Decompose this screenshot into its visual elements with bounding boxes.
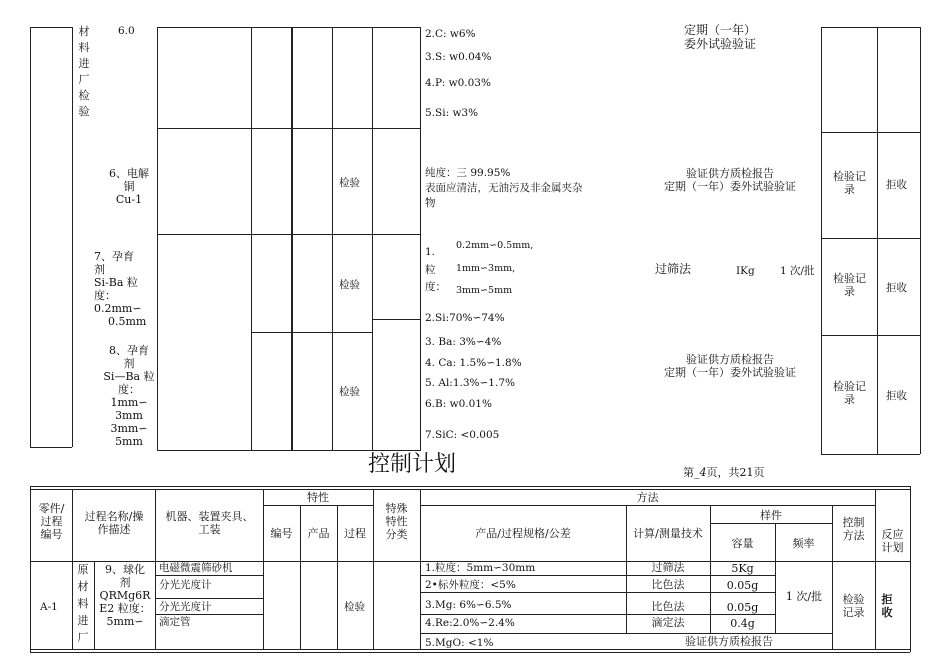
- control-cu: 检验记 录: [833, 170, 866, 196]
- capacity-item: 0.05g: [726, 601, 759, 614]
- reaction-cu: 拒收: [886, 179, 907, 191]
- page-info: 第_4页，共21页: [683, 466, 765, 479]
- header-methods: 方法: [636, 491, 659, 504]
- header-part-no: 零件/ 过程 编号: [38, 502, 65, 541]
- capacity-item: 5Kg: [731, 562, 754, 575]
- machine-item: 滴定管: [159, 616, 191, 628]
- header-machine: 机器、装置夹具、 工装: [165, 510, 254, 536]
- part-cu: 6、电解 铜 Cu-1: [109, 167, 149, 206]
- part-siba2: 8、孕育 剂 Si—Ba 粒 度： 1mm∽ 3mm 3mm∽ 5mm: [103, 344, 155, 448]
- measure-item: 过筛法: [651, 561, 685, 574]
- spec-item: 5.MgO: <1%: [425, 637, 494, 649]
- machine-item: 分光光度计: [159, 579, 212, 591]
- section-label-vertical: 材料进厂检验: [78, 25, 90, 118]
- header-control-method: 控制 方法: [842, 516, 865, 542]
- page-title: 控制计划: [368, 452, 457, 477]
- header-process: 过程名称/操 作描述: [84, 510, 144, 536]
- spec-line: 7.SiC: <0.005: [425, 429, 500, 441]
- spec-line: 2.C: w6%: [425, 28, 476, 40]
- spec-size: 0.2mm∽0.5mm,: [456, 240, 534, 251]
- row-reaction: 拒 收: [881, 593, 893, 619]
- control-siba2: 检验记 录: [833, 380, 866, 406]
- sample-size-siba1: IKg: [736, 265, 755, 277]
- spec-line: 3. Ba: 3%∽4%: [425, 336, 502, 348]
- spec-size: 3mm∽5mm: [456, 285, 513, 296]
- spec-item: 2•标外粒度：<5%: [425, 579, 516, 591]
- reaction-siba1: 拒收: [886, 282, 907, 294]
- control-siba1: 检验记 录: [833, 272, 866, 298]
- spec-size: 1mm∽3mm,: [456, 263, 516, 274]
- row-frequency: 1 次/批: [785, 590, 823, 603]
- capacity-item: 0.05g: [726, 579, 759, 592]
- header-char-no: 编号: [270, 527, 293, 540]
- row-char-process: 检验: [344, 601, 365, 613]
- spec-line: 3.S: w0.04%: [425, 51, 492, 63]
- process-detail: 9、球化 剂 QRMg6R E2 粒度： 5mm∽: [99, 563, 151, 628]
- spec-item: 4.Re:2.0%∽2.4%: [425, 617, 515, 629]
- header-char-process: 过程: [344, 527, 366, 540]
- machine-item: 电磁微震筛砂机: [159, 562, 233, 574]
- spec-si: 2.Si:70%∽74%: [425, 312, 505, 324]
- spec-line: 物: [425, 197, 436, 209]
- capacity-item: 0.4g: [730, 617, 755, 630]
- spec-prefix: 1.: [425, 246, 436, 258]
- header-sample: 样件: [760, 509, 782, 522]
- spec-prefix: 粒: [425, 264, 436, 276]
- spec-line: 5. Al:1.3%∽1.7%: [425, 377, 515, 389]
- spec-line: 6.B: w0.01%: [425, 398, 492, 410]
- char-process-siba2: 检验: [339, 386, 360, 398]
- row-control: 检验 记录: [842, 593, 865, 619]
- spec-item: 1.粒度：5mm∽30mm: [425, 562, 536, 574]
- item-6-0: 6.0: [118, 25, 135, 37]
- measure-item: 比色法: [651, 578, 685, 591]
- spec-line: 4.P: w0.03%: [425, 77, 491, 89]
- header-reaction-plan: 反应 计划: [881, 528, 904, 554]
- spec-prefix: 度：: [425, 281, 446, 293]
- process-vertical: 原材料进厂: [77, 563, 89, 644]
- header-special: 特殊 特性 分类: [385, 502, 408, 541]
- header-frequency: 频率: [792, 537, 815, 550]
- spec-line: 表面应清洁，无油污及非金属夹杂: [425, 182, 583, 194]
- measure-item: 滴定法: [651, 616, 685, 629]
- char-process-cu: 检验: [339, 177, 360, 189]
- header-capacity: 容量: [731, 537, 754, 550]
- spec-line: 纯度：三 99.95%: [425, 167, 511, 179]
- machine-item: 分光光度计: [159, 601, 212, 613]
- measure-item: 比色法: [651, 600, 685, 613]
- header-char-product: 产品: [307, 527, 330, 540]
- part-siba1: 7、孕育 剂 Si-Ba 粒 度： 0.2mm∽ 0.5mm: [94, 250, 147, 328]
- method-line: 委外试验验证: [684, 37, 757, 51]
- spec-line: 5.Si: w3%: [425, 107, 479, 119]
- frequency-siba1: 1 次/批: [780, 265, 815, 277]
- spec-line: 4. Ca: 1.5%∽1.8%: [425, 357, 522, 369]
- header-spec: 产品/过程规格/公差: [475, 527, 571, 540]
- method-cu: 验证供方质检报告 定期（一年）委外试验验证: [664, 167, 796, 193]
- char-process-siba1: 检验: [339, 279, 360, 291]
- header-measure: 计算/测量技术: [633, 527, 703, 540]
- method-siba2: 验证供方质检报告 定期（一年）委外试验验证: [664, 353, 796, 379]
- method-line: 定期（一年）: [684, 23, 757, 37]
- reaction-siba2: 拒收: [886, 390, 907, 402]
- header-characteristics: 特性: [307, 491, 329, 504]
- spec-item: 3.Mg: 6%∽6.5%: [425, 599, 512, 611]
- row-part-no: A-1: [40, 601, 58, 613]
- verify-report: 验证供方质检报告: [685, 635, 773, 648]
- method-siba1: 过筛法: [655, 262, 692, 276]
